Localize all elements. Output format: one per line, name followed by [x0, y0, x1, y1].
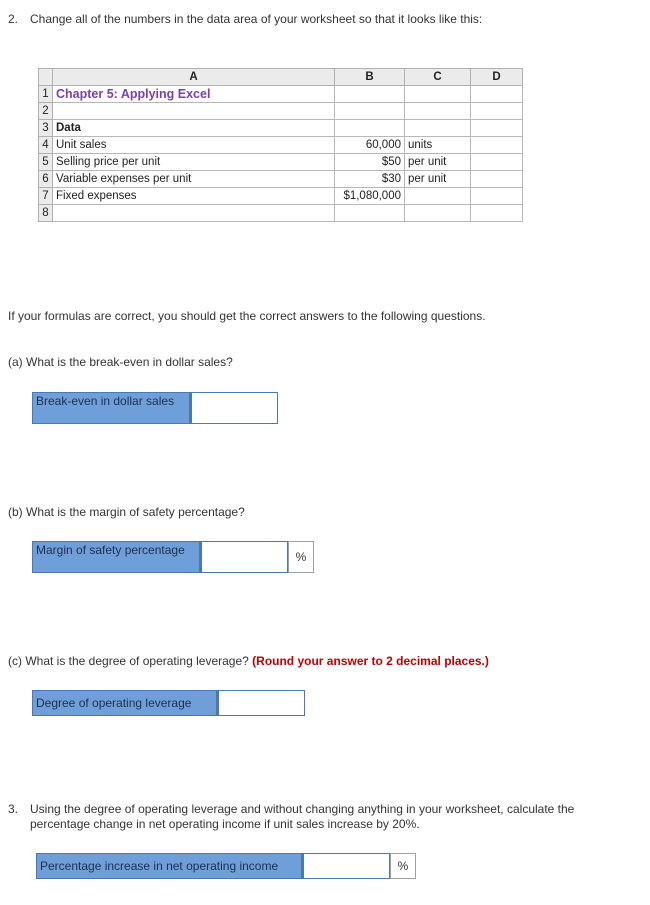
worksheet-data-area [38, 68, 522, 222]
break-even-input[interactable] [190, 392, 278, 424]
column-header-row [39, 69, 523, 86]
margin-of-safety-input[interactable] [200, 541, 288, 573]
cell-b [335, 86, 405, 103]
margin-of-safety-label: Margin of safety percentage [32, 541, 200, 573]
cell-c [405, 86, 471, 103]
question-a-text: (a) What is the break-even in dollar sales? [8, 355, 233, 369]
cell-a: Selling price per unit [53, 154, 335, 171]
question-c-text: (c) What is the degree of operating leverage? [8, 654, 249, 668]
column-header-a: A [53, 69, 335, 86]
question-2-text: Change all of the numbers in the data area of your worksheet so that it looks like this: [30, 12, 483, 26]
cell-d [471, 205, 523, 222]
sheet-row [39, 154, 523, 171]
cell-c: units [405, 137, 471, 154]
cell-b: $50 [335, 154, 405, 171]
cell-c: per unit [405, 154, 471, 171]
operating-leverage-input[interactable] [217, 690, 305, 716]
break-even-label: Break-even in dollar sales [32, 392, 190, 424]
sheet-row [39, 137, 523, 154]
cell-d [471, 103, 523, 120]
question-c [8, 654, 489, 669]
answer-row-a [32, 392, 278, 424]
cell-b: $30 [335, 171, 405, 188]
cell-d [471, 86, 523, 103]
cell-d [471, 171, 523, 188]
answer-row-c [32, 690, 305, 716]
row-number: 3 [39, 120, 53, 137]
row-number: 1 [39, 86, 53, 103]
formula-note: If your formulas are correct, you should get the correct answers to the following questions. [8, 309, 486, 323]
worksheet-table [38, 68, 523, 222]
column-header-b: B [335, 69, 405, 86]
row-number: 2 [39, 103, 53, 120]
sheet-row [39, 171, 523, 188]
sheet-row [39, 86, 523, 103]
cell-b [335, 205, 405, 222]
question-2-number: 2. [8, 12, 19, 26]
cell-d [471, 120, 523, 137]
sheet-row [39, 188, 523, 205]
row-number: 4 [39, 137, 53, 154]
cell-d [471, 188, 523, 205]
cell-a [53, 205, 335, 222]
sheet-title-cell: Chapter 5: Applying Excel [53, 86, 335, 103]
sheet-row [39, 205, 523, 222]
question-3-text: Using the degree of operating leverage and without changing anything in your worksheet, calculate the percentage change in net operating income if unit sales increase by 20%. [30, 802, 575, 831]
column-header-d: D [471, 69, 523, 86]
percentage-increase-label: Percentage increase in net operating income [36, 853, 302, 879]
cell-a: Fixed expenses [53, 188, 335, 205]
question-c-instruction: (Round your answer to 2 decimal places.) [252, 654, 489, 668]
cell-a: Unit sales [53, 137, 335, 154]
cell-a [53, 103, 335, 120]
cell-c [405, 205, 471, 222]
cell-d [471, 137, 523, 154]
corner-cell [39, 69, 53, 86]
row-number: 8 [39, 205, 53, 222]
answer-row-3 [36, 853, 416, 879]
sheet-row [39, 103, 523, 120]
cell-c [405, 103, 471, 120]
column-header-c: C [405, 69, 471, 86]
cell-b: 60,000 [335, 137, 405, 154]
cell-a: Variable expenses per unit [53, 171, 335, 188]
question-b-text: (b) What is the margin of safety percentage? [8, 505, 245, 519]
percent-unit-3: % [390, 853, 416, 879]
answer-row-b [32, 541, 314, 573]
row-number: 5 [39, 154, 53, 171]
cell-b [335, 103, 405, 120]
percentage-increase-input[interactable] [302, 853, 390, 879]
cell-a: Data [53, 120, 335, 137]
sheet-row [39, 120, 523, 137]
cell-d [471, 154, 523, 171]
row-number: 7 [39, 188, 53, 205]
row-number: 6 [39, 171, 53, 188]
question-3-number: 3. [8, 802, 19, 816]
cell-b: $1,080,000 [335, 188, 405, 205]
cell-c: per unit [405, 171, 471, 188]
percent-unit-b: % [288, 541, 314, 573]
cell-c [405, 188, 471, 205]
cell-b [335, 120, 405, 137]
operating-leverage-label: Degree of operating leverage [32, 690, 217, 716]
cell-c [405, 120, 471, 137]
